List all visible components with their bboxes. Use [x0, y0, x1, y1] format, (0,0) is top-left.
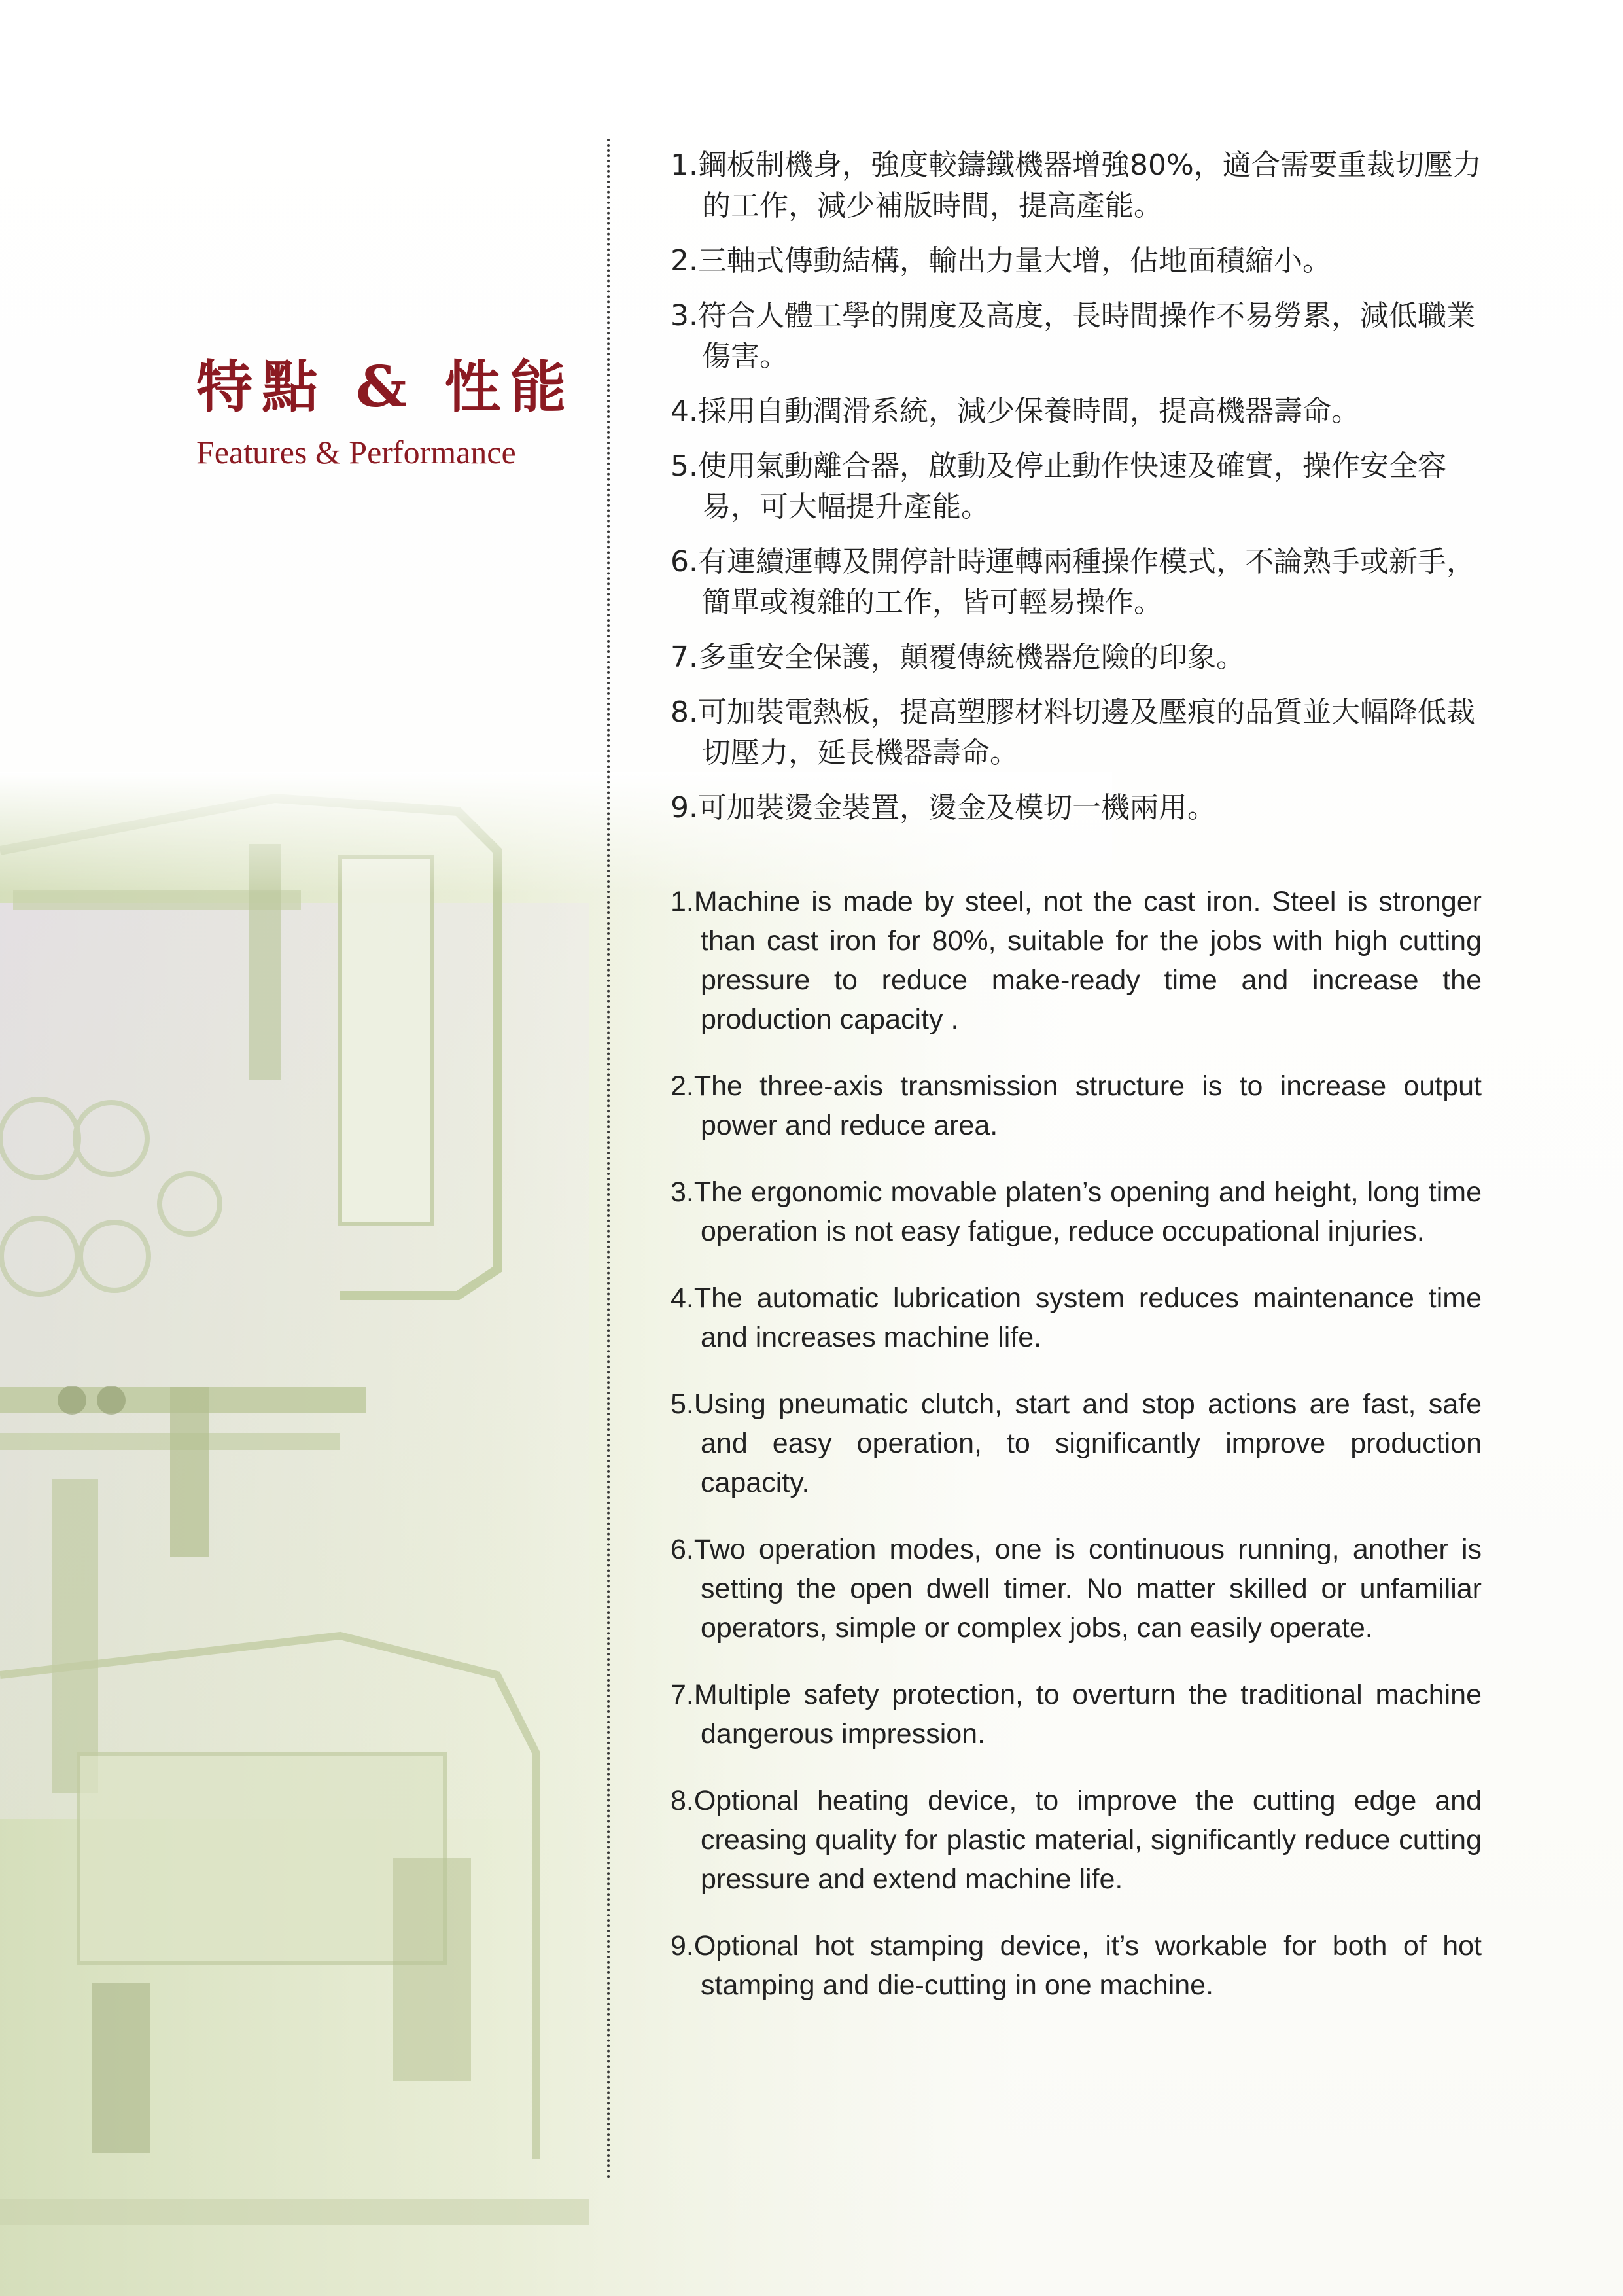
feature-zh-item: 6.有連續運轉及開停計時運轉兩種操作模式，不論熟手或新手，簡單或複雜的工作，皆可輕易操作。 [671, 545, 1475, 619]
feature-zh-item: 1.鋼板制機身，強度較鑄鐵機器增強80%，適合需要重裁切壓力的工作，減少補版時間，提高產能。 [671, 149, 1482, 222]
page-title-zh: 特點 & 性能 [196, 354, 576, 420]
feature-en-item: 5.Using pneumatic clutch, start and stop actions are fast, safe and easy operation, to significantly improve production capacity. [671, 1388, 1482, 1498]
feature-en-item: 6.Two operation modes, one is continuous running, another is setting the open dwell timer. No matter skilled or unfamiliar operators, simple or complex jobs, can easily operate. [671, 1534, 1482, 1644]
features-content [671, 145, 1482, 2032]
page-title-en: Features & Performance [196, 433, 516, 470]
feature-zh-item: 2.三軸式傳動結構，輸出力量大增，佔地面積縮小。 [671, 244, 1331, 277]
feature-en-item: 9.Optional hot stamping device, it’s workable for both of hot stamping and die-cutting in one machine. [671, 1930, 1482, 2001]
feature-zh-item: 9.可加裝燙金裝置，燙金及模切一機兩用。 [671, 791, 1216, 824]
features-list-en [671, 882, 1482, 2005]
feature-en-item: 1.Machine is made by steel, not the cast iron. Steel is stronger than cast iron for 80%, suitable for the jobs with high cutting pressure to reduce make-ready time and increase the production capacity . [671, 886, 1482, 1035]
feature-en-item: 8.Optional heating device, to improve the cutting edge and creasing quality for plastic material, significantly reduce cutting pressure and extend machine life. [671, 1785, 1482, 1895]
heading-block [196, 354, 576, 471]
feature-en-item: 3.The ergonomic movable platen’s opening and height, long time operation is not easy fatigue, reduce occupational injuries. [671, 1176, 1482, 1247]
feature-zh-item: 7.多重安全保護，顛覆傳統機器危險的印象。 [671, 641, 1245, 674]
feature-zh-item: 4.採用自動潤滑系統，減少保養時間，提高機器壽命。 [671, 395, 1360, 428]
feature-en-item: 4.The automatic lubrication system reduces maintenance time and increases machine life. [671, 1282, 1482, 1353]
feature-zh-item: 5.使用氣動離合器，啟動及停止動作快速及確實，操作安全容易，可大幅提升產能。 [671, 450, 1446, 523]
feature-en-item: 7.Multiple safety protection, to overturn the traditional machine dangerous impression. [671, 1679, 1482, 1750]
dotted-divider [607, 139, 610, 2180]
feature-zh-item: 3.符合人體工學的開度及高度，長時間操作不易勞累，減低職業傷害。 [671, 299, 1475, 373]
feature-en-item: 2.The three-axis transmission structure is to increase output power and reduce area. [671, 1070, 1482, 1141]
features-list-zh [671, 145, 1482, 828]
feature-zh-item: 8.可加裝電熱板，提高塑膠材料切邊及壓痕的品質並大幅降低裁切壓力，延長機器壽命。 [671, 696, 1475, 769]
